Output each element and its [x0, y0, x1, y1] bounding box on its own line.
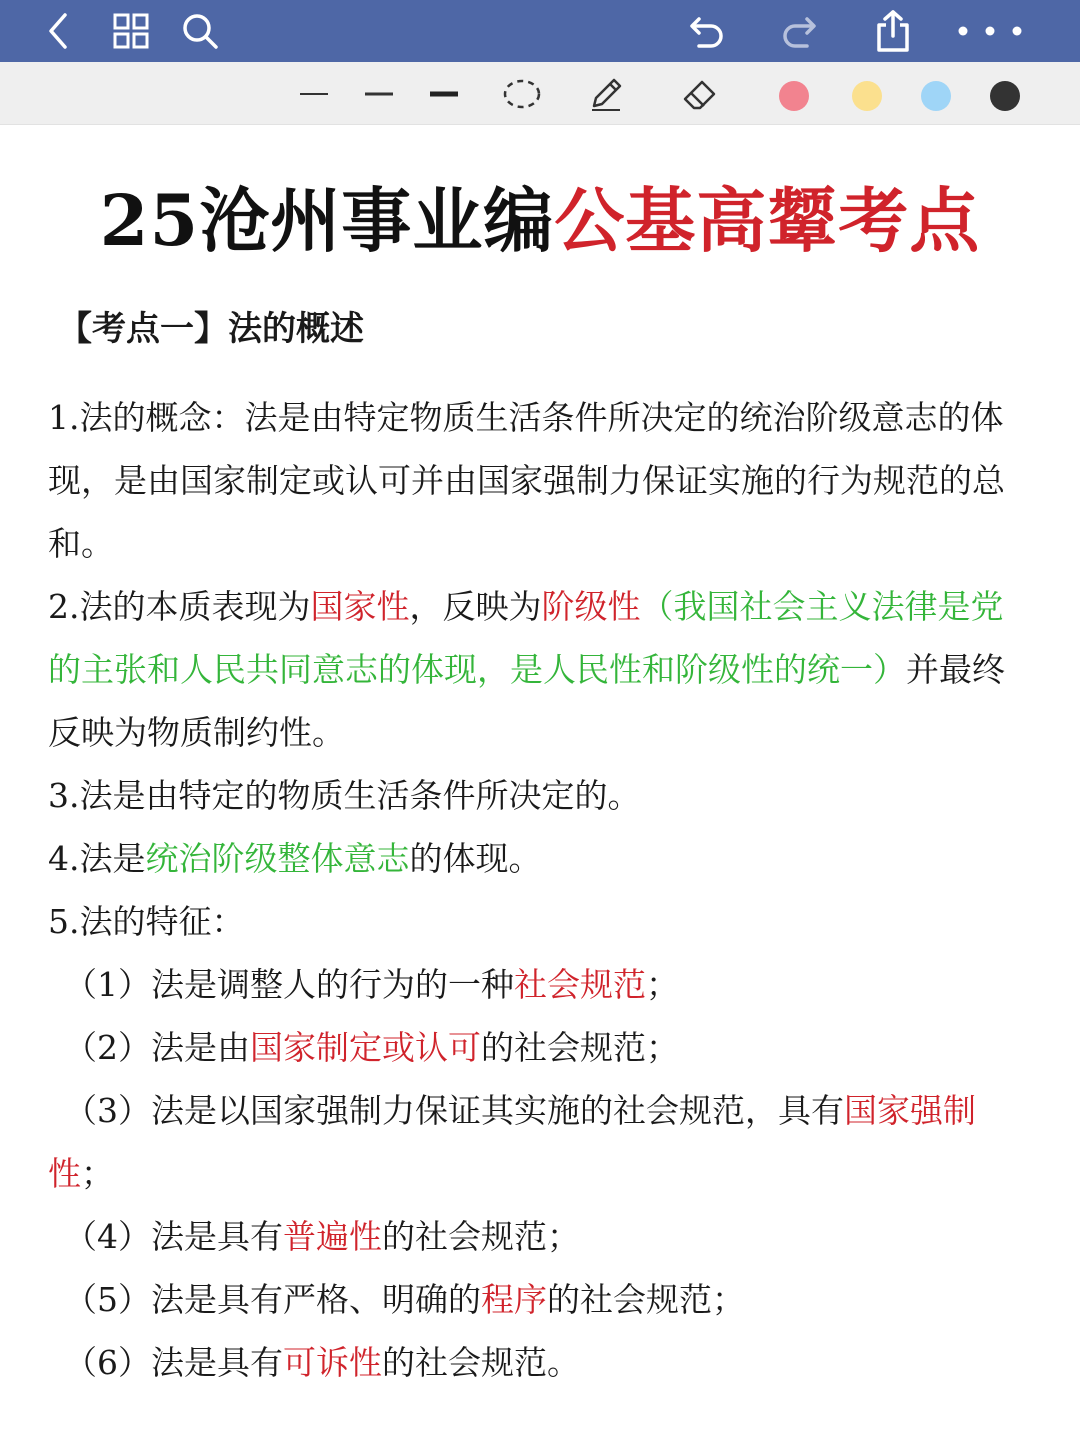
text: 的社会规范； [481, 1028, 679, 1067]
paragraph-3: 3.法是由特定的物质生活条件所决定的。 [48, 776, 641, 815]
text: （2）法是由 [64, 1028, 250, 1067]
color-swatch-pink[interactable] [779, 81, 809, 111]
text: 的体现。 [409, 839, 542, 878]
feature-6 [48, 1331, 1028, 1394]
text: 的社会规范。 [382, 1343, 580, 1382]
line-thick-icon[interactable] [422, 72, 466, 116]
undo-icon[interactable] [682, 6, 732, 56]
title-part-black: 25沧州事业编 [99, 179, 555, 262]
document-body [48, 386, 1028, 1394]
title-part-red: 公基高颦考点 [554, 179, 981, 262]
feature-2 [48, 1016, 1028, 1079]
chevron-left-icon[interactable] [33, 6, 83, 56]
section-heading: 【考点一】法的概述 [58, 309, 364, 349]
document-page [0, 124, 1080, 1443]
redo-icon[interactable] [774, 6, 824, 56]
text: ； [81, 1154, 114, 1193]
text: 的社会规范； [547, 1280, 745, 1319]
highlight-red: 程序 [481, 1280, 547, 1319]
feature-4 [48, 1205, 1028, 1268]
highlight-red: 国家制定或认可 [250, 1028, 481, 1067]
lasso-icon[interactable] [500, 72, 544, 116]
top-nav-bar [0, 0, 1080, 62]
highlight-green: （我国社会主义法律是党的主张和人民共同意志的体现，是人民性和阶级性的统一） [48, 587, 1004, 689]
text: （1）法是调整人的行为的一种 [64, 965, 514, 1004]
feature-1 [48, 953, 1028, 1016]
text: 4.法是 [48, 839, 146, 878]
page-title [0, 176, 1080, 266]
paragraph-4 [48, 827, 1028, 890]
text: ，反映为 [409, 587, 542, 626]
highlight-red: 可诉性 [283, 1343, 382, 1382]
feature-3 [48, 1079, 1028, 1205]
eraser-icon[interactable] [678, 72, 722, 116]
text: （6）法是具有 [64, 1343, 283, 1382]
color-swatch-yellow[interactable] [852, 81, 882, 111]
text: （5）法是具有严格、明确的 [64, 1280, 481, 1319]
highlight-red: 社会规范 [514, 965, 646, 1004]
feature-5 [48, 1268, 1028, 1331]
paragraph-5: 5.法的特征： [48, 902, 245, 941]
pencil-icon[interactable] [584, 72, 628, 116]
grid-icon[interactable] [106, 6, 156, 56]
highlight-red: 阶级性 [541, 587, 641, 626]
text: 的社会规范； [382, 1217, 580, 1256]
paragraph-2 [48, 575, 1028, 764]
share-icon[interactable] [868, 6, 918, 56]
more-icon[interactable] [950, 6, 1030, 56]
paragraph-1: 1.法的概念：法是由特定物质生活条件所决定的统治阶级意志的体现，是由国家制定或认可并由国家强制力保证实施的行为规范的总和。 [48, 398, 1005, 563]
highlight-red: 国家性 [310, 587, 410, 626]
text: 2.法的本质表现为 [48, 587, 311, 626]
text: （4）法是具有 [64, 1217, 283, 1256]
highlight-red: 普遍性 [283, 1217, 382, 1256]
color-swatch-blue[interactable] [921, 81, 951, 111]
highlight-red: 国家强制性 [48, 1091, 976, 1193]
search-icon[interactable] [175, 6, 225, 56]
text: ； [646, 965, 679, 1004]
drawing-toolbar [0, 62, 1080, 125]
text: 并最终反映为物质制约性。 [48, 650, 1005, 752]
line-medium-icon[interactable] [357, 72, 401, 116]
color-swatch-black[interactable] [990, 81, 1020, 111]
highlight-green: 统治阶级整体意志 [145, 839, 410, 878]
text: （3）法是以国家强制力保证其实施的社会规范，具有 [64, 1091, 844, 1130]
line-thin-icon[interactable] [292, 72, 336, 116]
